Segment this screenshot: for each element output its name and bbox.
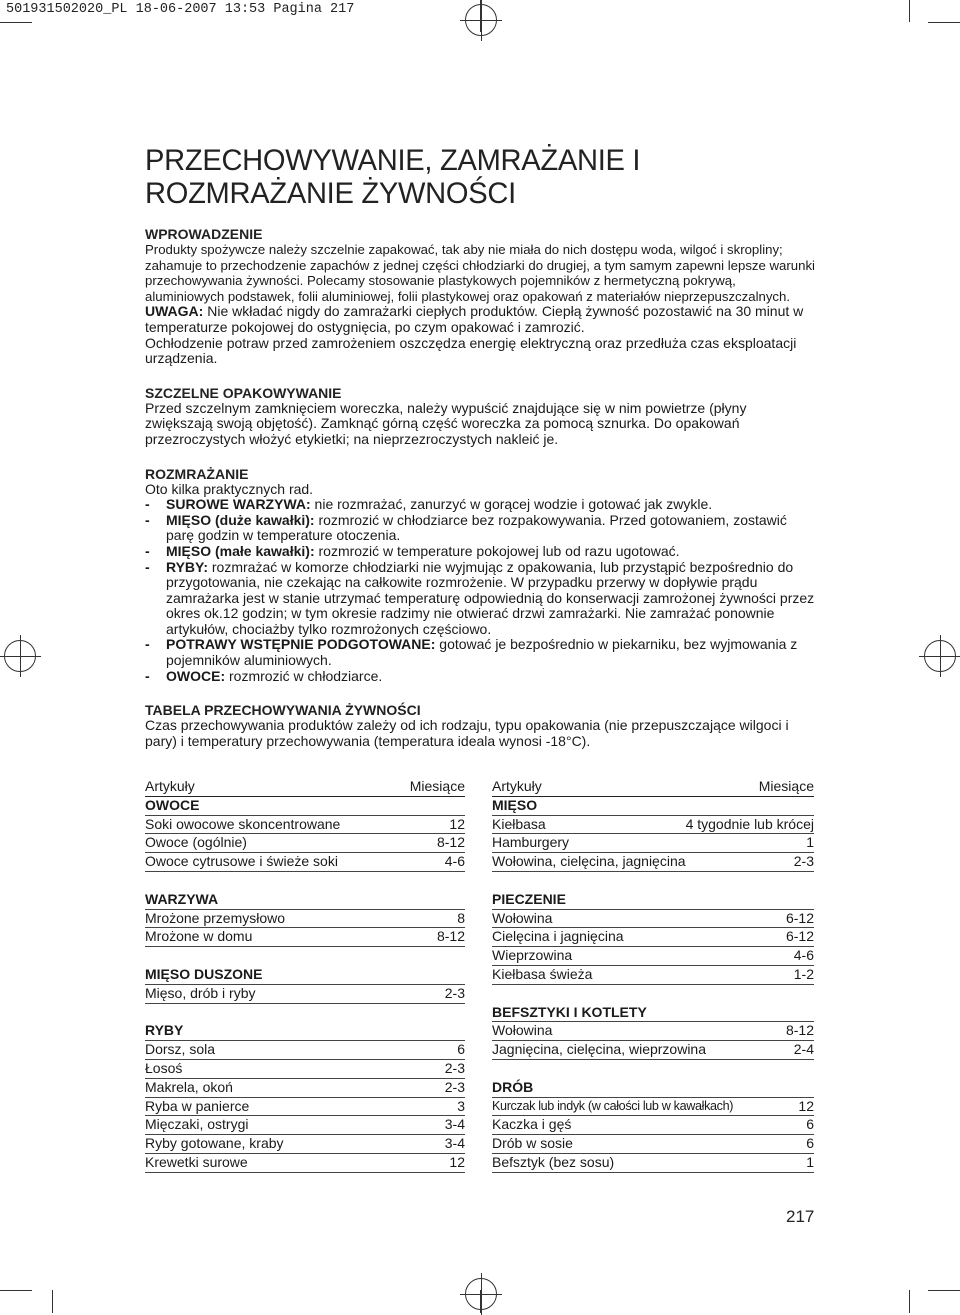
- table-row: [145, 834, 465, 853]
- item-name: Soki owocowe skoncentrowane: [145, 815, 341, 832]
- item-name: Ryba w panierce: [145, 1097, 250, 1114]
- thaw-item: [145, 669, 815, 685]
- thaw-heading: ROZMRAŻANIE: [145, 465, 249, 482]
- warning-body: Nie wkładać nigdy do zamrażarki ciepłych produktów. Ciepłą żywność pozostawić na 30 minut w temperaturze pokojowej do ostygnięcia, po czym opakować i zamrozić.: [145, 303, 804, 335]
- item-name: Ryby gotowane, kraby: [145, 1135, 284, 1152]
- table-spacer: [145, 1004, 465, 1023]
- main-content: [145, 144, 815, 749]
- table-row: [492, 910, 814, 929]
- table-row: [145, 1041, 465, 1060]
- table-row: [145, 1116, 465, 1135]
- thaw-lead: Oto kilka praktycznych rad.: [145, 480, 314, 497]
- table-row: [145, 1079, 465, 1098]
- category-name: DRÓB: [492, 1078, 534, 1095]
- item-months: 12: [449, 1153, 465, 1170]
- intro-heading: WPROWADZENIE: [145, 226, 263, 242]
- item-months: 1: [806, 1153, 814, 1170]
- category-name: RYBY: [145, 1022, 184, 1039]
- item-months: 6: [806, 1116, 814, 1133]
- table-row: [145, 1098, 465, 1117]
- item-name: Kurczak lub indyk (w całości lub w kawałkach): [492, 1098, 734, 1113]
- item-months: 2-3: [444, 1059, 465, 1076]
- item-name: Befsztyk (bez sosu): [492, 1153, 615, 1170]
- table-row: [145, 1060, 465, 1079]
- item-months: 6-12: [785, 909, 814, 926]
- storage-section: [145, 702, 815, 749]
- item-name: Artykuły: [145, 778, 195, 794]
- item-months: 4-6: [444, 853, 465, 870]
- registration-mark-icon: [924, 640, 956, 672]
- item-name: Hamburgery: [492, 834, 570, 851]
- table-row: [492, 1098, 814, 1117]
- item-name: Cielęcina i jagnięcina: [492, 928, 624, 945]
- item-months: 8-12: [436, 834, 465, 851]
- table-row: [145, 816, 465, 835]
- item-name: Mięczaki, ostrygi: [145, 1116, 249, 1133]
- registration-mark-icon: [465, 4, 497, 36]
- intro-text-2: Ochłodzenie potraw przed zamrożeniem oszczędza energię elektryczną oraz przedłuża czas eksploatacji urządzenia.: [145, 334, 797, 367]
- table-row: [492, 1135, 814, 1154]
- thaw-item: [145, 513, 815, 544]
- thaw-item-text: rozmrozić w chłodziarce bez rozpakowywania. Przed gotowaniem, zostawić parę godzin w temperature otoczenia.: [166, 511, 787, 544]
- item-months: 8: [457, 909, 465, 926]
- table-row: [145, 928, 465, 947]
- table-row: [492, 928, 814, 947]
- item-name: Mrożone przemysłowo: [145, 909, 286, 926]
- crop-mark: [52, 1290, 53, 1313]
- thaw-item-text: rozmrozić w temperature pokojowej lub od razu ugotować.: [314, 542, 680, 559]
- table-spacer: [492, 1060, 814, 1079]
- storage-heading: TABELA PRZECHOWYWANIA ŻYWNOŚCI: [145, 702, 421, 719]
- item-name: Drób w sosie: [492, 1135, 573, 1152]
- table-header: [492, 778, 814, 797]
- item-name: Wieprzowina: [492, 947, 573, 964]
- sealed-heading: SZCZELNE OPAKOWYWANIE: [145, 384, 342, 401]
- registration-mark-icon: [4, 640, 36, 672]
- item-name: Wołowina: [492, 909, 553, 926]
- item-months: Miesiące: [758, 778, 814, 794]
- sealed-section: [145, 385, 815, 448]
- table-row: [492, 966, 814, 985]
- item-months: 3-4: [444, 1116, 465, 1133]
- item-name: Makrela, okoń: [145, 1078, 233, 1095]
- table-row: [492, 816, 814, 835]
- page-number: 217: [786, 1207, 815, 1226]
- intro-text: Produkty spożywcze należy szczelnie zapakować, tak aby nie miała do nich dostępu woda, wilgoć i skropliny; zahamuje to przechodzenie zapachów z jednej części chłodziarki do drugiej, a tym samym zapewni lepsze warunki przechowywania żywności. Polecamy stosowanie plastykowych pojemników z hermetyczną pokrywą, aluminiowych podstawek, folii aluminiowej, folii plastykowej oraz opakowań z materiałów nieprzepuszczalnych.: [145, 242, 815, 304]
- table-row: [492, 834, 814, 853]
- item-name: Łosoś: [145, 1059, 183, 1076]
- registration-mark-icon: [465, 1278, 497, 1310]
- item-months: 12: [449, 815, 465, 832]
- thaw-item-label: RYBY:: [166, 558, 208, 575]
- table-row: [492, 1022, 814, 1041]
- crop-mark: [909, 0, 910, 22]
- table-category: [492, 891, 814, 910]
- table-row: [145, 910, 465, 929]
- item-name: Artykuły: [492, 778, 542, 794]
- print-slug: 501931502020_PL 18-06-2007 13:53 Pagina 217: [6, 2, 355, 17]
- item-months: 2-3: [444, 984, 465, 1001]
- category-name: WARZYWA: [145, 890, 219, 907]
- category-name: MIĘSO DUSZONE: [145, 965, 263, 982]
- thaw-item-label: OWOCE:: [166, 667, 226, 684]
- thaw-item-text: gotować je bezpośrednio w piekarniku, bez wyjmowania z pojemników aluminiowych.: [166, 636, 798, 669]
- list-dash: -: [145, 496, 150, 513]
- item-months: 2-3: [444, 1078, 465, 1095]
- item-months: 8-12: [785, 1022, 814, 1039]
- item-name: Kiełbasa świeża: [492, 965, 593, 982]
- item-months: 6-12: [785, 928, 814, 945]
- category-name: PIECZENIE: [492, 890, 566, 907]
- item-name: Owoce cytrusowe i świeże soki: [145, 853, 338, 870]
- table-category: [492, 797, 814, 816]
- table-category: [145, 797, 465, 816]
- storage-table-left: [145, 778, 465, 1173]
- list-dash: -: [145, 558, 150, 575]
- item-name: Wołowina: [492, 1022, 553, 1039]
- item-months: 2-4: [793, 1041, 814, 1058]
- table-category: [145, 966, 465, 985]
- thaw-item: [145, 637, 815, 668]
- table-spacer: [145, 947, 465, 966]
- thaw-section: [145, 466, 815, 685]
- item-name: Owoce (ogólnie): [145, 834, 247, 851]
- crop-mark: [0, 1290, 32, 1291]
- thaw-item-label: MIĘSO (duże kawałki):: [166, 511, 315, 528]
- item-name: Dorsz, sola: [145, 1041, 216, 1058]
- item-months: Miesiące: [409, 778, 465, 794]
- item-name: Wołowina, cielęcina, jagnięcina: [492, 853, 686, 870]
- table-header: [145, 778, 465, 797]
- warning-text: [145, 304, 815, 335]
- category-name: BEFSZTYKI I KOTLETY: [492, 1003, 647, 1020]
- thaw-item-label: SUROWE WARZYWA:: [166, 496, 311, 513]
- table-row: [145, 1154, 465, 1173]
- warning-label: UWAGA:: [145, 303, 204, 320]
- thaw-item-text: rozmrażać w komorze chłodziarki nie wyjmując z opakowania, lub przystąpić bezpośrednio do przygotowania, nie czekając na całkowite rozmrożenie. W przypadku przerwy w dopływie prądu zamrażarka jest w stanie utrzymać temperaturę odpowiednią do konserwacji zamrożonej żywności przez okres ok.12 godzin; w tym okresie radzimy nie otwierać drzwi zamrażarki. Nie zamrażać ponownie artykułów, chociażby tylko rozmrożonych częściowo.: [166, 558, 815, 637]
- thaw-list: [145, 497, 815, 684]
- crop-mark: [928, 22, 960, 23]
- thaw-item-label: POTRAWY WSTĘPNIE PODGOTOWANE:: [166, 636, 436, 653]
- item-months: 8-12: [436, 928, 465, 945]
- crop-mark: [909, 1290, 910, 1313]
- crop-mark: [928, 1290, 960, 1291]
- category-name: OWOCE: [145, 796, 200, 813]
- title-line-2: ROZMRAŻANIE ŻYWNOŚCI: [145, 177, 516, 210]
- item-months: 4 tygodnie lub krócej: [685, 815, 814, 832]
- table-spacer: [492, 985, 814, 1004]
- table-category: [492, 1079, 814, 1098]
- list-dash: -: [145, 542, 150, 559]
- storage-table-right: [492, 778, 814, 1173]
- item-months: 3: [457, 1097, 465, 1114]
- list-dash: -: [145, 511, 150, 528]
- table-row: [145, 853, 465, 872]
- table-category: [145, 891, 465, 910]
- item-name: Kaczka i gęś: [492, 1116, 572, 1133]
- item-months: 12: [798, 1097, 814, 1114]
- item-months: 4-6: [793, 947, 814, 964]
- table-category: [145, 1022, 465, 1041]
- category-name: MIĘSO: [492, 796, 538, 813]
- item-name: Mięso, drób i ryby: [145, 984, 256, 1001]
- intro-section: [145, 226, 815, 367]
- list-dash: -: [145, 636, 150, 653]
- table-row: [492, 947, 814, 966]
- table-row: [145, 1135, 465, 1154]
- item-name: Mrożone w domu: [145, 928, 253, 945]
- thaw-item-label: MIĘSO (małe kawałki):: [166, 542, 315, 559]
- crop-mark: [0, 22, 32, 23]
- list-dash: -: [145, 667, 150, 684]
- table-row: [492, 1154, 814, 1173]
- item-months: 6: [457, 1041, 465, 1058]
- thaw-item-text: rozmrozić w chłodziarce.: [225, 667, 383, 684]
- thaw-item: [145, 560, 815, 638]
- thaw-item: [145, 497, 815, 513]
- item-months: 6: [806, 1135, 814, 1152]
- table-row: [492, 1116, 814, 1135]
- table-spacer: [492, 872, 814, 891]
- item-months: 3-4: [444, 1135, 465, 1152]
- item-name: Kiełbasa: [492, 815, 546, 832]
- storage-text: Czas przechowywania produktów zależy od ich rodzaju, typu opakowania (nie przepuszczające wilgoci i pary) i temperatury przechowywania (temperatura ideala wynosi -18°C).: [145, 717, 789, 749]
- item-name: Krewetki surowe: [145, 1153, 248, 1170]
- thaw-item-text: nie rozmrażać, zanurzyć w gorącej wodzie i gotować jak zwykle.: [310, 496, 713, 513]
- table-row: [492, 853, 814, 872]
- title-line-1: PRZECHOWYWANIE, ZAMRAŻANIE I: [145, 144, 641, 177]
- table-category: [492, 1004, 814, 1023]
- thaw-item: [145, 544, 815, 560]
- table-row: [145, 985, 465, 1004]
- table-row: [492, 1041, 814, 1060]
- item-months: 1-2: [793, 965, 814, 982]
- page-title: [145, 144, 795, 210]
- item-months: 2-3: [793, 853, 814, 870]
- item-months: 1: [806, 834, 814, 851]
- item-name: Jagnięcina, cielęcina, wieprzowina: [492, 1041, 707, 1058]
- table-spacer: [145, 872, 465, 891]
- sealed-text: Przed szczelnym zamknięciem woreczka, należy wypuścić znajdujące się w nim powietrze (płyny zwiększają swoją objętość). Zamknąć górną część woreczka za pomocą sznurka. Do opakowań przezroczystych włożyć etykietki; na nieprzezroczystych nakleić je.: [145, 399, 747, 447]
